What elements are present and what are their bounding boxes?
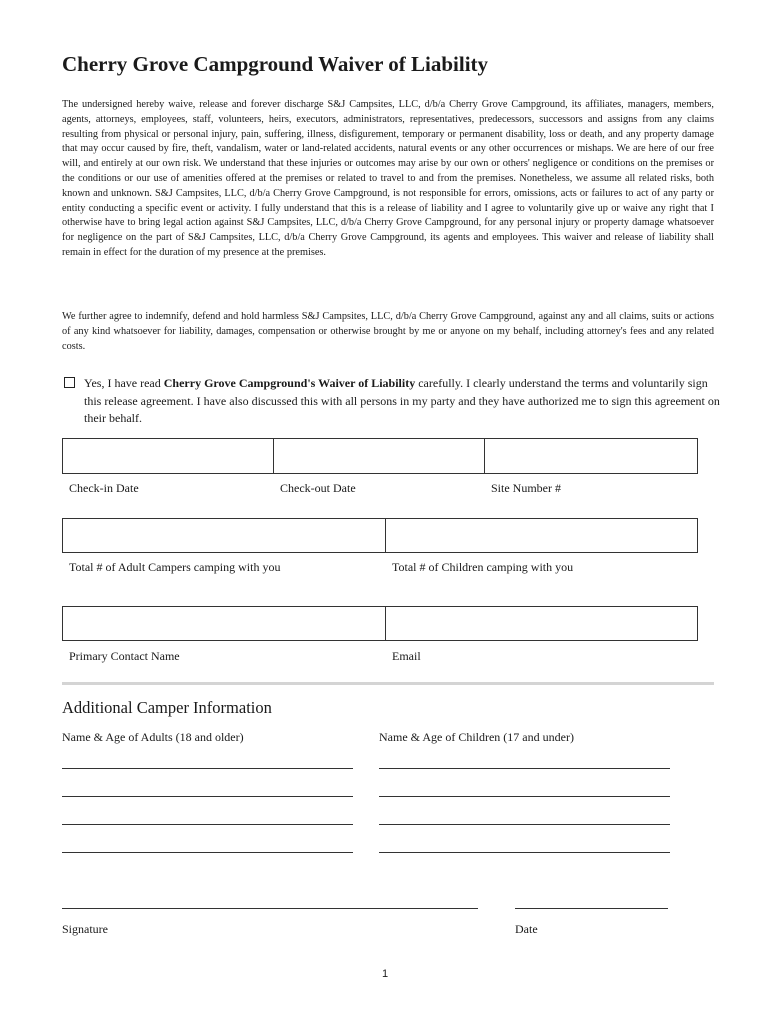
children-column-header: Name & Age of Children (17 and under) (379, 730, 574, 744)
page-title: Cherry Grove Campground Waiver of Liability (62, 52, 489, 76)
page-number: 1 (381, 968, 389, 980)
child-name-line[interactable] (379, 824, 670, 825)
child-name-line[interactable] (379, 768, 670, 769)
signature-line[interactable] (62, 908, 478, 909)
adult-name-line[interactable] (62, 852, 353, 853)
adults-column-header: Name & Age of Adults (18 and older) (62, 730, 244, 744)
children-campers-cell (386, 519, 698, 553)
adult-name-line[interactable] (62, 824, 353, 825)
child-name-line[interactable] (379, 796, 670, 797)
agreement-waiver-name: Cherry Grove Campground's Waiver of Liability (163, 376, 416, 390)
date-label: Date (515, 922, 538, 936)
primary-contact-field[interactable] (63, 607, 385, 640)
site-number-field[interactable] (485, 439, 697, 473)
additional-camper-title: Additional Camper Information (62, 698, 272, 717)
adult-campers-label: Total # of Adult Campers camping with you (69, 560, 281, 574)
check-in-date-field[interactable] (63, 439, 273, 473)
email-cell (386, 607, 698, 641)
release-paragraph: The undersigned hereby waive, release and forever discharge S&J Campsites, LLC, d/b/a Cherry Grove Campground, its affiliates, managers, members, agents, attorneys, employees, staff, volunteers, heirs, executors, administrators, representatives, predecessors, successors and assigns from any claims resulting from physical or personal injury, pain, suffering, illness, disfigurement, temporary or permanent disability, loss or death, and any property damage that may occur caused by fire, theft, vandalism, water or land-related accidents, natural events or any other occurrences or mishaps. We are here of our free will, and entirely at our own risk. We understand that these injuries or outcomes may arise by our own or others' negligence or conditions on the premises or the conditions or our use of amenities offered at the premises or related to travel to and from the premises. Nonetheless, we assume all related risks, both known and unknown. S&J Campsites, LLC, d/b/a Cherry Grove Campground, is not responsible for errors, omissions, acts or failures to act of any party or entity conducting a specific event or activity. I fully understand that this is a release of liability and I agree to voluntarily give up or waive any right that I otherwise have to bring legal action against S&J Campsites, LLC, d/b/a Cherry Grove Campground, for any personal injury or property damage whatsoever for negligence on the part of S&J Campsites, LLC, d/b/a Cherry Grove Campground, its agents and employees. This waiver and release of liability shall remain in effect for the duration of my presence at the premises. (62, 99, 714, 258)
site-number-label: Site Number # (491, 481, 561, 495)
signature-label: Signature (62, 922, 108, 936)
agreement-text-suffix: carefully. I clearly understand the terms and voluntarily sign this release agreement. I have also discussed this with all persons in my party and they have authorized me to sign this agreement on their behalf. (84, 376, 720, 425)
children-campers-field[interactable] (386, 519, 697, 552)
child-name-line[interactable] (379, 852, 670, 853)
stay-details-row (62, 438, 698, 474)
date-line[interactable] (515, 908, 668, 909)
adult-name-line[interactable] (62, 768, 353, 769)
children-campers-label: Total # of Children camping with you (392, 560, 574, 574)
camper-count-row (62, 518, 698, 553)
adult-name-line[interactable] (62, 796, 353, 797)
check-in-date-label: Check-in Date (69, 481, 139, 495)
check-out-date-field[interactable] (274, 439, 484, 473)
check-out-date-cell (274, 439, 485, 474)
agreement-text-prefix: Yes, I have read (84, 376, 164, 390)
email-field[interactable] (386, 607, 697, 640)
check-out-date-label: Check-out Date (280, 481, 356, 495)
adult-campers-cell (63, 519, 386, 553)
indemnify-paragraph: We further agree to indemnify, defend and hold harmless S&J Campsites, LLC, d/b/a Cherry Grove Campground, against any and all claims, suits or actions of any kind whatsoever for liability, damages, compensation or otherwise brought by me or anyone on my behalf, including attorney's fees and any related costs. (62, 311, 714, 352)
primary-contact-label: Primary Contact Name (69, 649, 180, 663)
site-number-cell (485, 439, 698, 474)
check-in-date-cell (63, 439, 274, 474)
contact-row (62, 606, 698, 641)
agreement-checkbox[interactable] (64, 377, 75, 388)
email-label: Email (392, 649, 421, 663)
agreement-text (84, 375, 720, 428)
adult-campers-field[interactable] (63, 519, 385, 552)
primary-contact-cell (63, 607, 386, 641)
section-divider (62, 682, 714, 685)
